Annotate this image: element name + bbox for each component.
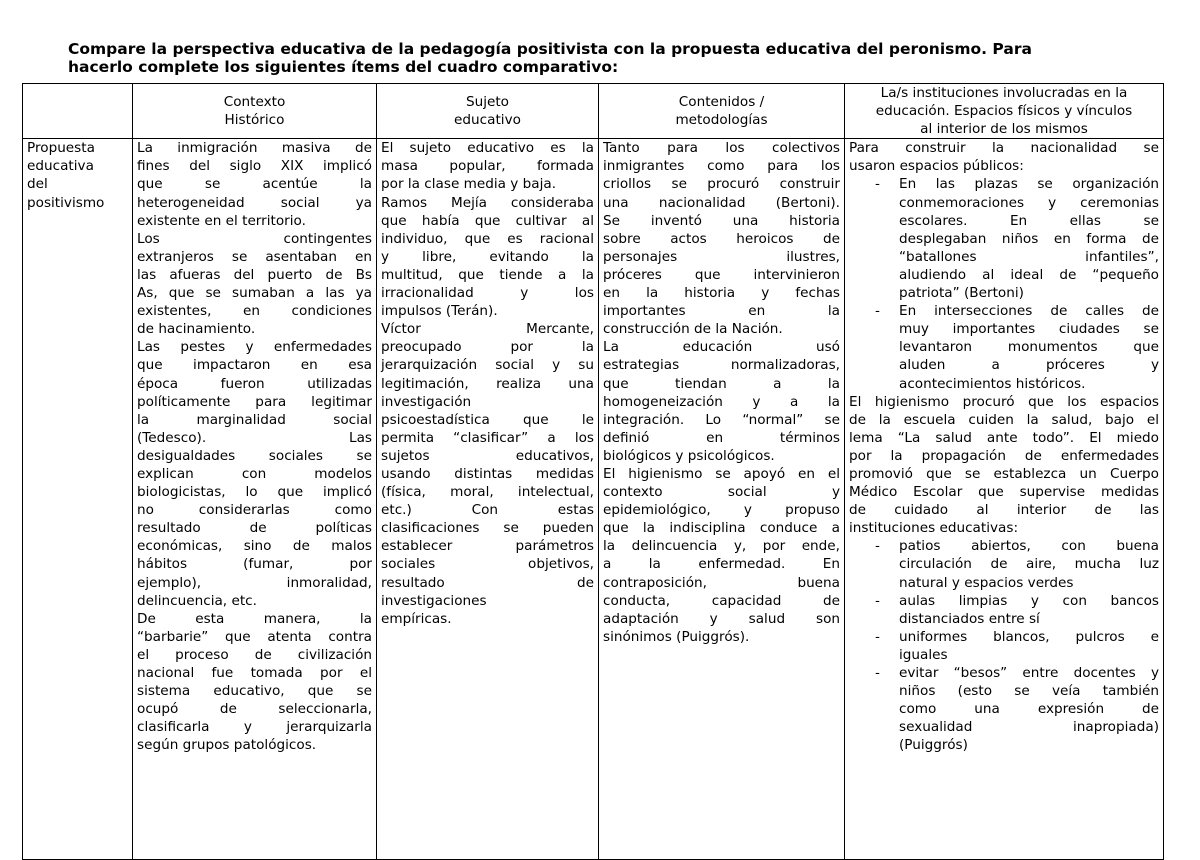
paragraph xyxy=(603,465,840,646)
text-line: el proceso de civilización xyxy=(137,646,372,663)
text-line: “barbarie” que atenta contra xyxy=(137,628,372,645)
title-line-2: hacerlo complete los siguientes ítems del cuadro comparativo: xyxy=(68,58,619,76)
text-line: por la clase media y baja. xyxy=(381,176,557,193)
text-line: fines del siglo XIX implicó xyxy=(137,158,372,175)
text-line: adaptación y salud son xyxy=(603,610,840,627)
text-line: que impactaron en esa xyxy=(137,357,372,374)
text-line: desplegaban niños en forma de xyxy=(899,230,1159,247)
text-line: etc.) Con estas xyxy=(381,502,594,519)
text-line: preocupado por la xyxy=(381,339,594,356)
text-line: la delincuencia y, por ende, xyxy=(603,538,840,555)
text-line: importantes en la xyxy=(603,303,840,320)
paragraph xyxy=(381,139,594,193)
text-line: - aulas limpias y con bancos xyxy=(899,592,1159,609)
text-line: explican con modelos xyxy=(137,465,372,482)
text-line: de hacinamiento. xyxy=(137,321,256,338)
text-line: Para construir la nacionalidad se xyxy=(849,140,1159,157)
text-line: usaron espacios públicos: xyxy=(849,158,1024,175)
text-line: masa popular, formada xyxy=(381,158,594,175)
paragraph xyxy=(603,139,840,338)
text-line: hábitos (fumar, por xyxy=(137,556,372,573)
text-line: usando distintas medidas xyxy=(381,465,594,482)
text-line: individuo, que es racional xyxy=(381,230,594,247)
text-line: investigaciones xyxy=(381,592,487,609)
text-line: empíricas. xyxy=(381,610,452,627)
text-line: legitimación, realiza una xyxy=(381,375,594,392)
text-line: la marginalidad social xyxy=(137,411,372,428)
paragraph xyxy=(849,139,1159,175)
text-line: próceres que intervinieron xyxy=(603,266,840,283)
text-line: Ramos Mejía consideraba xyxy=(381,194,594,211)
text-line: ejemplo), inmoralidad, xyxy=(137,574,372,591)
text-line: sujetos educativos, xyxy=(381,447,594,464)
text-line: y libre, evitando la xyxy=(381,248,594,265)
text-line: niños (esto se veía también xyxy=(899,683,1159,700)
text-line: As, que se sumaban a las ya xyxy=(137,285,372,302)
text-line: - En las plazas se organización xyxy=(899,176,1159,193)
text-line: conducta, capacidad de xyxy=(603,592,840,609)
text-line: (física, moral, intelectual, xyxy=(381,484,594,501)
text-line: clasificarla y jerarquizarla xyxy=(137,719,372,736)
comparison-table xyxy=(22,83,1164,860)
text-line: (Tedesco). Las xyxy=(137,429,372,446)
text-line: nacional fue tomada por el xyxy=(137,665,372,681)
text-line: sistema educativo, que se xyxy=(137,683,372,700)
bullet-list xyxy=(849,537,1159,754)
instituciones-cell xyxy=(845,139,1164,860)
text-line: escolares. En ellas se xyxy=(899,212,1159,229)
text-line: una nacionalidad (Bertoni). xyxy=(603,194,840,211)
contexto-cell xyxy=(133,139,377,860)
text-line: - En intersecciones de calles de xyxy=(899,303,1159,320)
text-line: clasificaciones se pueden xyxy=(381,520,594,537)
text-line: políticamente para legitimar xyxy=(137,393,372,410)
text-line: por la propagación de enfermedades xyxy=(849,447,1159,464)
text-line: según grupos patológicos. xyxy=(137,737,317,754)
text-line: patriota” (Bertoni) xyxy=(899,285,1024,302)
list-item xyxy=(849,664,1159,754)
text-line: en la historia y fechas xyxy=(603,285,840,302)
text-line: a la enfermedad. En xyxy=(603,556,840,573)
text-line: educativa xyxy=(27,158,94,175)
text-line: definió en términos xyxy=(603,429,840,446)
paragraph xyxy=(381,194,594,321)
row-label-cell xyxy=(23,139,133,860)
text-line: las afueras del puerto de Bs xyxy=(137,266,372,283)
text-line: La educación usó xyxy=(603,339,840,356)
text-line: construcción de la Nación. xyxy=(603,321,783,338)
text-line: conmemoraciones y ceremonias xyxy=(899,194,1159,211)
header-blank xyxy=(23,84,133,139)
text-line: jerarquización social y su xyxy=(381,357,594,374)
text-line: homogeneización y a la xyxy=(603,393,840,410)
text-line: sexualidad inapropiada) xyxy=(899,719,1159,736)
list-item xyxy=(849,628,1159,664)
text-line: sinónimos (Puiggrós). xyxy=(603,628,750,645)
list-item xyxy=(849,537,1159,591)
text-line: El higienismo se apoyó en el xyxy=(603,465,840,482)
text-line: lema “La salud ante todo”. El miedo xyxy=(849,429,1159,446)
text-line: inmigrantes como para los xyxy=(603,158,840,175)
paragraph xyxy=(849,393,1159,538)
header-row xyxy=(23,84,1164,139)
text-line: ocupó de seleccionarla, xyxy=(137,701,372,718)
text-line: que se acentúe la xyxy=(137,176,372,193)
text-line: integración. Lo “normal” se xyxy=(603,411,840,428)
list-item xyxy=(849,302,1159,392)
text-line: personajes ilustres, xyxy=(603,248,840,265)
text-line: como una expresión de xyxy=(899,701,1159,718)
text-line: biologicistas, lo que implicó xyxy=(137,484,372,501)
text-line: De esta manera, la xyxy=(137,610,372,627)
text-line: - patios abiertos, con buena xyxy=(899,538,1159,555)
text-line: contraposición, buena xyxy=(603,574,840,591)
text-line: natural y espacios verdes xyxy=(899,574,1074,591)
header-contenidos: Contenidos / metodologías xyxy=(599,84,845,139)
text-line: El sujeto educativo es la xyxy=(381,140,594,157)
paragraph xyxy=(381,320,594,628)
text-line: El higienismo procuró que los espacios xyxy=(849,393,1159,410)
text-line: existentes, en condiciones xyxy=(137,303,372,320)
text-line: época fueron utilizadas xyxy=(137,375,372,392)
text-line: Propuesta xyxy=(27,140,95,157)
title-line-1: Compare la perspectiva educativa de la pedagogía positivista con la propuesta educativa del peronismo. Para xyxy=(68,40,1032,58)
text-line: irracionalidad y los xyxy=(381,285,594,302)
text-line: resultado de políticas xyxy=(137,520,372,537)
text-line: investigación xyxy=(381,393,472,410)
text-line: Médico Escolar que supervise medidas xyxy=(849,484,1159,501)
text-line: Tanto para los colectivos xyxy=(603,140,840,157)
header-sujeto: Sujeto educativo xyxy=(377,84,599,139)
text-line: que la indisciplina conduce a xyxy=(603,520,840,537)
text-line: criollos se procuró construir xyxy=(603,176,840,193)
text-line: impulsos (Terán). xyxy=(381,303,498,320)
text-line: desigualdades sociales se xyxy=(137,447,372,464)
text-line: Los contingentes xyxy=(137,230,372,247)
text-line: positivismo xyxy=(27,194,105,211)
table-row xyxy=(23,139,1164,860)
text-line: Las pestes y enfermedades xyxy=(137,339,372,356)
text-line: promovió que se establezca un Cuerpo xyxy=(849,465,1159,482)
text-line: de la escuela cuiden la salud, bajo el xyxy=(849,411,1159,428)
text-line: heterogeneidad social ya xyxy=(137,194,372,211)
paragraph xyxy=(137,610,372,755)
text-line: La inmigración masiva de xyxy=(137,140,372,157)
bullet-list xyxy=(849,175,1159,392)
text-line: multitud, que tiende a la xyxy=(381,266,594,283)
text-line: económicas, sino de malos xyxy=(137,538,372,555)
text-line: distanciados entre sí xyxy=(899,610,1040,627)
paragraph xyxy=(603,338,840,465)
text-line: muy importantes ciudades se xyxy=(899,321,1159,338)
list-item xyxy=(849,175,1159,302)
paragraph xyxy=(137,230,372,339)
contenidos-cell xyxy=(599,139,845,860)
text-line: del xyxy=(27,176,48,193)
text-line: circulación de aire, mucha luz xyxy=(899,556,1159,573)
text-line: sociales objetivos, xyxy=(381,556,594,573)
paragraph xyxy=(137,139,372,229)
text-line: levantaron monumentos que xyxy=(899,339,1159,356)
text-line: contexto social y xyxy=(603,484,840,501)
paragraph xyxy=(137,338,372,609)
text-line: “batallones infantiles”, xyxy=(899,248,1159,265)
text-line: - uniformes blancos, pulcros e xyxy=(899,628,1159,645)
text-line: no considerarlas como xyxy=(137,502,372,519)
text-line: que tiendan a la xyxy=(603,375,840,392)
text-line: Se inventó una historia xyxy=(603,212,840,229)
text-line: Víctor Mercante, xyxy=(381,321,594,338)
text-line: permita “clasificar” a los xyxy=(381,429,594,446)
text-line: establecer parámetros xyxy=(381,538,594,555)
text-line: epidemiológico, y propuso xyxy=(603,502,840,519)
header-instituciones: La/s instituciones involucradas en la educación. Espacios físicos y vínculos al interior de los mismos xyxy=(845,84,1164,139)
list-item xyxy=(849,592,1159,628)
header-contexto: Contexto Histórico xyxy=(133,84,377,139)
text-line: resultado de xyxy=(381,574,594,591)
text-line: biológicos y psicológicos. xyxy=(603,447,775,464)
text-line: delincuencia, etc. xyxy=(137,592,257,609)
text-line: (Puiggrós) xyxy=(899,737,968,754)
text-line: estrategias normalizadoras, xyxy=(603,357,840,374)
text-line: que había que cultivar al xyxy=(381,212,594,229)
text-line: iguales xyxy=(899,646,948,663)
text-line: de cuidado al interior de las xyxy=(849,502,1159,519)
text-line: - evitar “besos” entre docentes y xyxy=(899,665,1159,681)
text-line: psicoestadística que le xyxy=(381,411,594,428)
page-title xyxy=(68,40,1148,76)
text-line: instituciones educativas: xyxy=(849,520,1019,537)
text-line: acontecimientos históricos. xyxy=(899,375,1086,392)
sujeto-cell xyxy=(377,139,599,860)
text-line: existente en el territorio. xyxy=(137,212,306,229)
text-line: extranjeros se asentaban en xyxy=(137,248,372,265)
text-line: aluden a próceres y xyxy=(899,357,1159,374)
text-line: aludiendo al ideal de “pequeño xyxy=(899,266,1159,283)
text-line: sobre actos heroicos de xyxy=(603,230,840,247)
